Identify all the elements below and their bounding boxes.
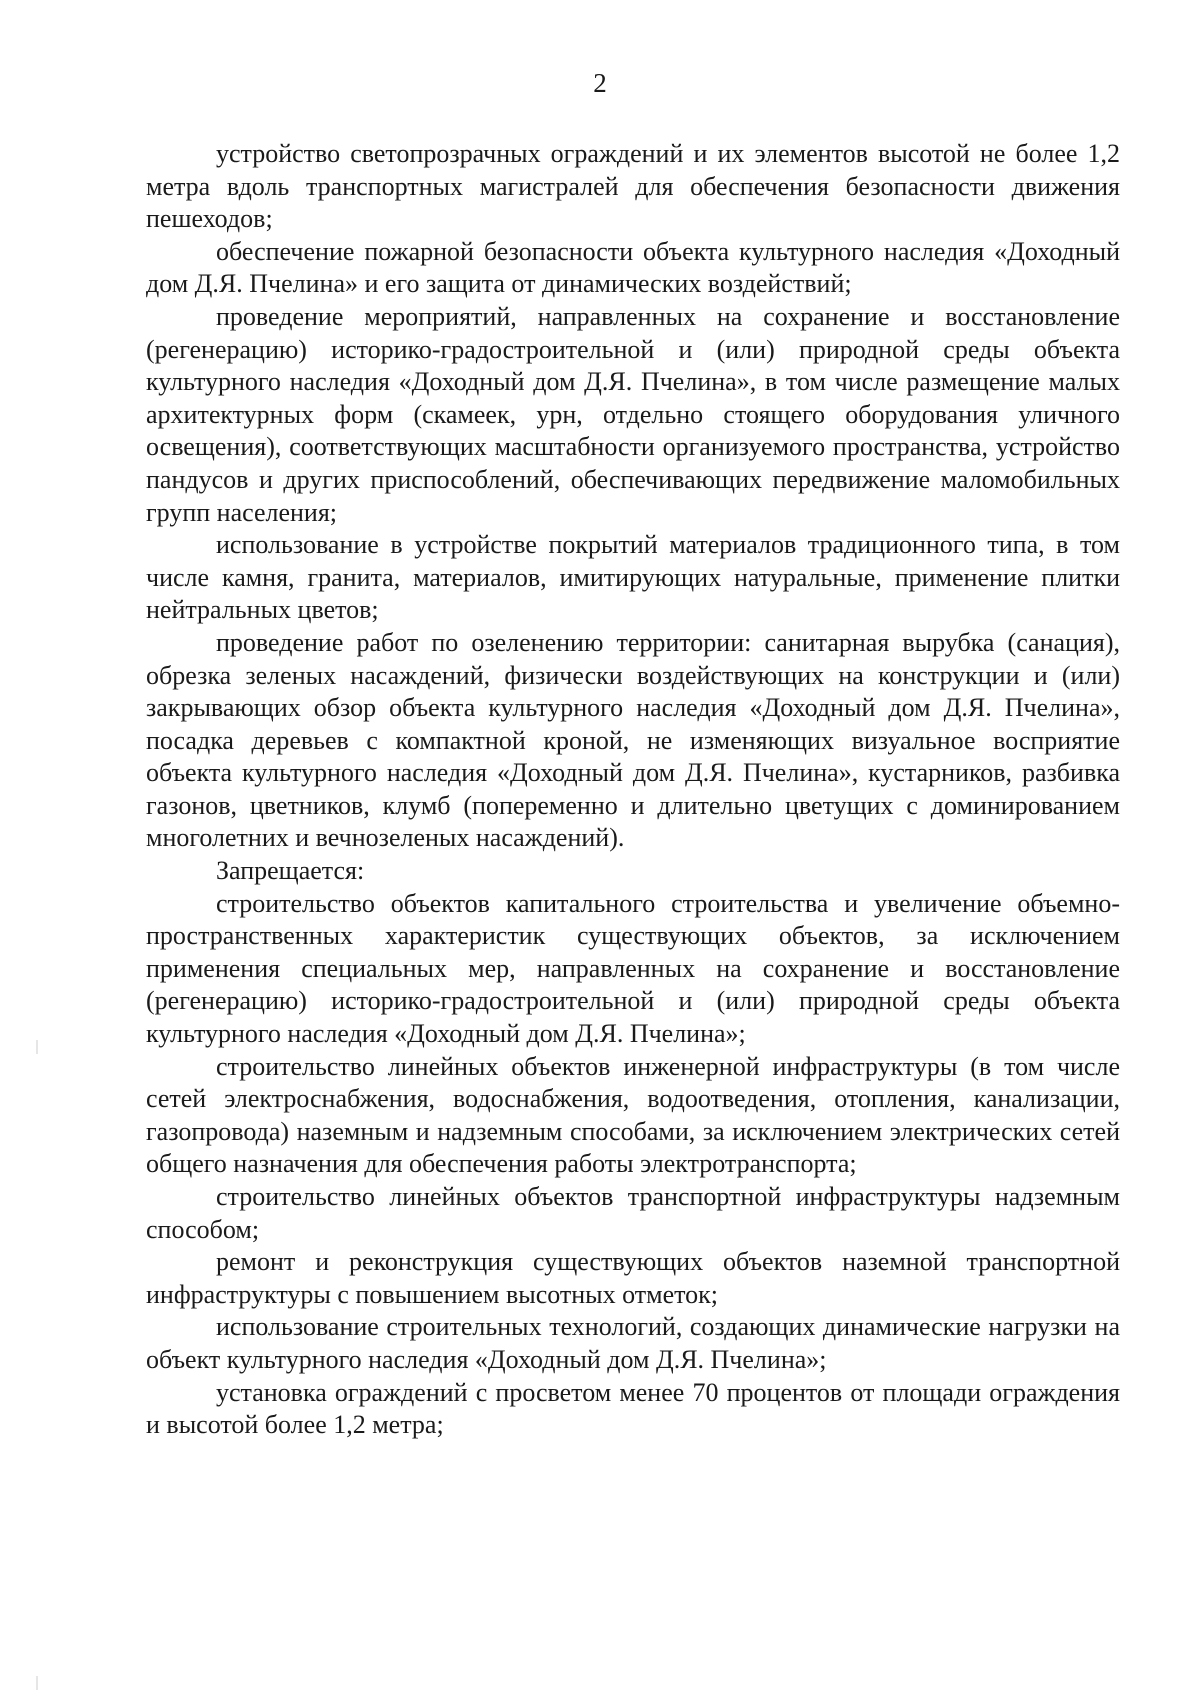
paragraph-fence-installation: установка ограждений с просветом менее 70 процентов от площади ограждения и высотой более 1,2 метра; xyxy=(146,1377,1120,1440)
paragraph-dynamic-loads: использование строительных технологий, создающих динамические нагрузки на объект культурного наследия «Доходный дом Д.Я. Пчелина»; xyxy=(146,1312,1120,1374)
paragraph-road-repair: ремонт и реконструкция существующих объектов наземной транспортной инфраструктуры с повышением высотных отметок; xyxy=(146,1247,1120,1309)
paragraph-engineering-infrastructure: строительство линейных объектов инженерной инфраструктуры (в том числе сетей электроснабжения, водоснабжения, водоотведения, отопления, канализации, газопровода) наземным и надземным способами, за исключением электрических сетей общего назначения для обеспечения работы электротранспорта; xyxy=(146,1051,1120,1179)
paragraph-transport-infrastructure: строительство линейных объектов транспортной инфраструктуры надземным способом; xyxy=(146,1182,1120,1244)
paragraph-paving-materials: использование в устройстве покрытий материалов традиционного типа, в том числе камня, гранита, материалов, имитирующих натуральные, применение плитки нейтральных цветов; xyxy=(146,530,1120,625)
scan-artifact xyxy=(36,1040,38,1054)
paragraph-fire-safety: обеспечение пожарной безопасности объекта культурного наследия «Доходный дом Д.Я. Пчелина» и его защита от динамических воздействий; xyxy=(146,236,1120,299)
paragraph-translucent-fences: устройство светопрозрачных ограждений и их элементов высотой не более 1,2 метра вдоль транспортных магистралей для обеспечения безопасности движения пешеходов; xyxy=(146,139,1120,234)
scan-artifact xyxy=(36,1676,38,1690)
page-number: 2 xyxy=(593,68,607,98)
paragraph-environment-restoration: проведение мероприятий, направленных на сохранение и восстановление (регенерацию) историко-градостроительной и (или) природной среды объекта культурного наследия «Доходный дом Д.Я. Пчелина», в том числе размещение малых архитектурных форм (скамеек, урн, отдельно стоящего оборудования уличного освещения), соответствующих масштабности организуемого пространства, устройство пандусов и других приспособлений, обеспечивающих передвижение маломобильных групп населения; xyxy=(146,301,1120,527)
prohibited-heading: Запрещается: xyxy=(216,856,365,886)
paragraph-capital-construction: строительство объектов капитального строительства и увеличение объемно-пространственных характеристик существующих объектов, за исключением применения специальных мер, направленных на сохранение и восстановление (регенерацию) историко-градостроительной и (или) природной среды объекта культурного наследия «Доходный дом Д.Я. Пчелина»; xyxy=(146,888,1120,1049)
document-body xyxy=(146,138,1120,1442)
paragraph-landscaping: проведение работ по озеленению территории: санитарная вырубка (санация), обрезка зеленых насаждений, физически воздействующих на конструкции и (или) закрывающих обзор объекта культурного наследия «Доходный дом Д.Я. Пчелина», посадка деревьев с компактной кроной, не изменяющих визуальное восприятие объекта культурного наследия «Доходный дом Д.Я. Пчелина», кустарников, разбивка газонов, цветников, клумб (попеременно и длительно цветущих с доминированием многолетних и вечнозеленых насаждений). xyxy=(146,627,1120,853)
